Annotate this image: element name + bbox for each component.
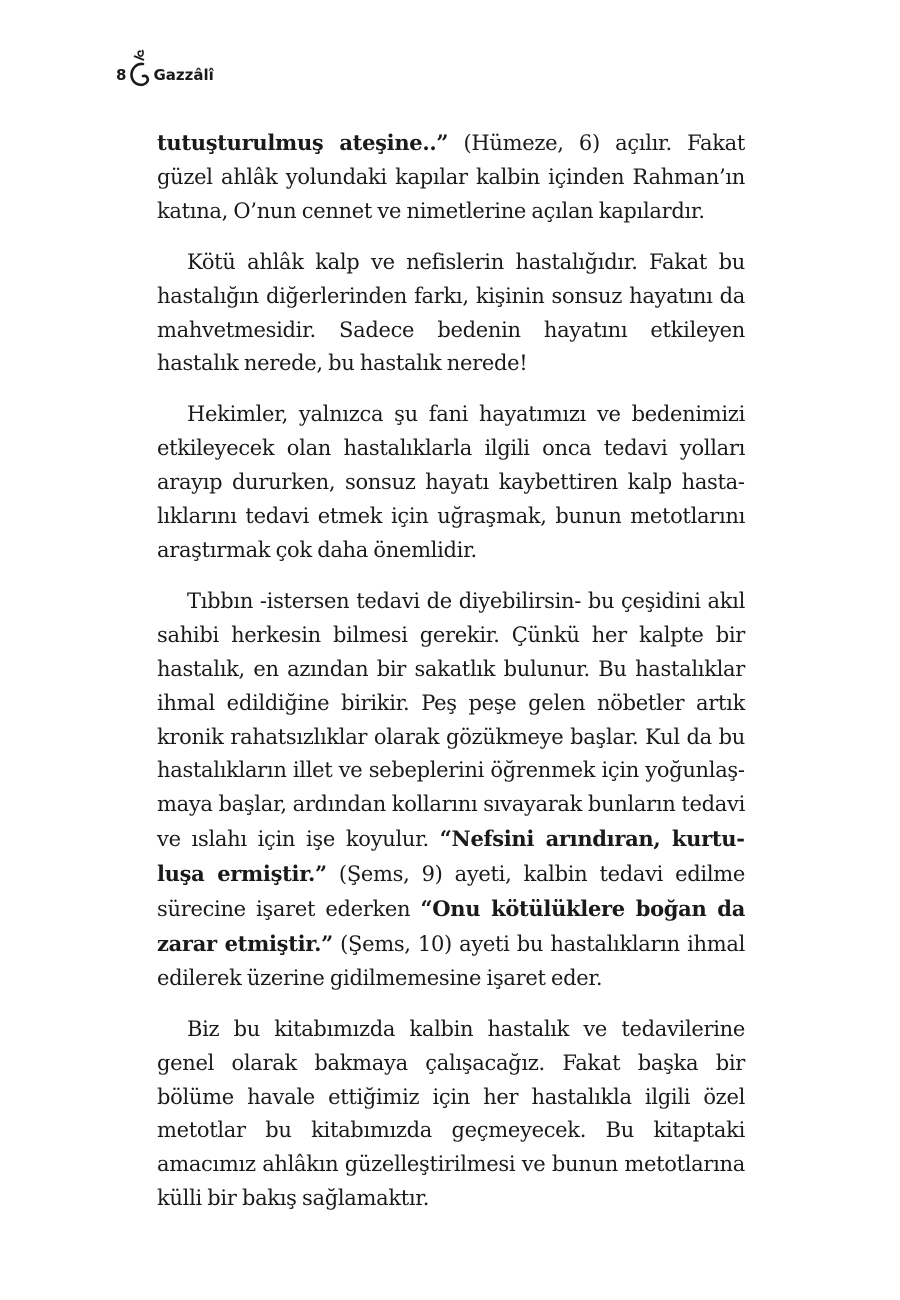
- paragraph: [157, 585, 745, 996]
- text-run: Hekimler, yalnızca şu fani hayatımızı ve bedenimizi etkileyecek olan hastalıklarla ilgili onca tedavi yolları arayıp dururken, sonsuz hayatı kaybettiren kalp hastalıklarını tedavi etmek için uğraşmak, bunun metotlarını araştırmak çok daha önemlidir.: [157, 402, 745, 562]
- paragraph: [157, 1013, 745, 1216]
- text-run: (Şems, 9) ayeti, kalbin tedavi edilme sürecine işaret ederken: [157, 862, 745, 922]
- text-run: Kötü ahlâk kalp ve nefislerin hastalığıdır. Fakat bu hastalığın diğerlerinden farkı, kişinin sonsuz hayatını da mahvetmesidir. Sadece bedenin hayatını etkileyen hastalık nerede, bu hastalık nerede!: [157, 249, 745, 376]
- text-run: Tıbbın -istersen tedavi de diyebilirsin- bu çeşidini akıl sahibi herkesin bilmesi gerekir. Çünkü her kalpte bir hastalık, en azından bir sakatlık bulunur. Bu hastalıklar ihmal edildiğine birikir. Peş peşe gelen nöbetler artık kronik rahatsızlıklar olarak gözükmeye başlar. Kul da bu hastalıkların illet ve sebeplerini öğrenmek için yoğunlaşmaya başlar, ardından kollarını sıvayarak bunların tedavi ve ıslahı için işe koyulur.: [157, 588, 745, 852]
- running-header: [116, 44, 214, 92]
- paragraph: [157, 126, 745, 229]
- author-name: Gazzâlî: [153, 66, 214, 84]
- body-text: [157, 126, 745, 1233]
- paragraph: [157, 246, 745, 382]
- text-run: (Hümeze, 6) açılır. Fakat güzel ahlâk yolundaki kapılar kalbin içinden Rahman’ın katına, O’nun cennet ve nimetlerine açılan kapılardır.: [157, 131, 745, 223]
- quoted-verse: “Nefsini arındıran, kurtuluşa ermiştir.”: [157, 826, 745, 887]
- quoted-verse: tutuşturulmuş ateşine..”: [157, 130, 449, 155]
- page-number: 8: [116, 66, 127, 84]
- calligraphic-ornament-icon: [128, 46, 150, 90]
- quoted-verse: “Onu kötülüklere boğan da zarar etmiştir.”: [157, 896, 745, 956]
- paragraph: [157, 398, 745, 568]
- text-run: Biz bu kitabımızda kalbin hastalık ve tedavilerine genel olarak bakmaya çalışacağız. Fakat başka bir bölüme havale ettiğimiz için her hastalıkla ilgili özel metotlar bu kitabımızda geçmeyecek. Bu kitaptaki amacımız ahlâkın güzelleştirilmesi ve bunun metotlarına külli bir bakış sağlamaktır.: [157, 1016, 745, 1211]
- text-run: (Şems, 10) ayeti bu hastalıkların ihmal edilerek üzerine gidilmemesine işaret eder.: [157, 931, 745, 990]
